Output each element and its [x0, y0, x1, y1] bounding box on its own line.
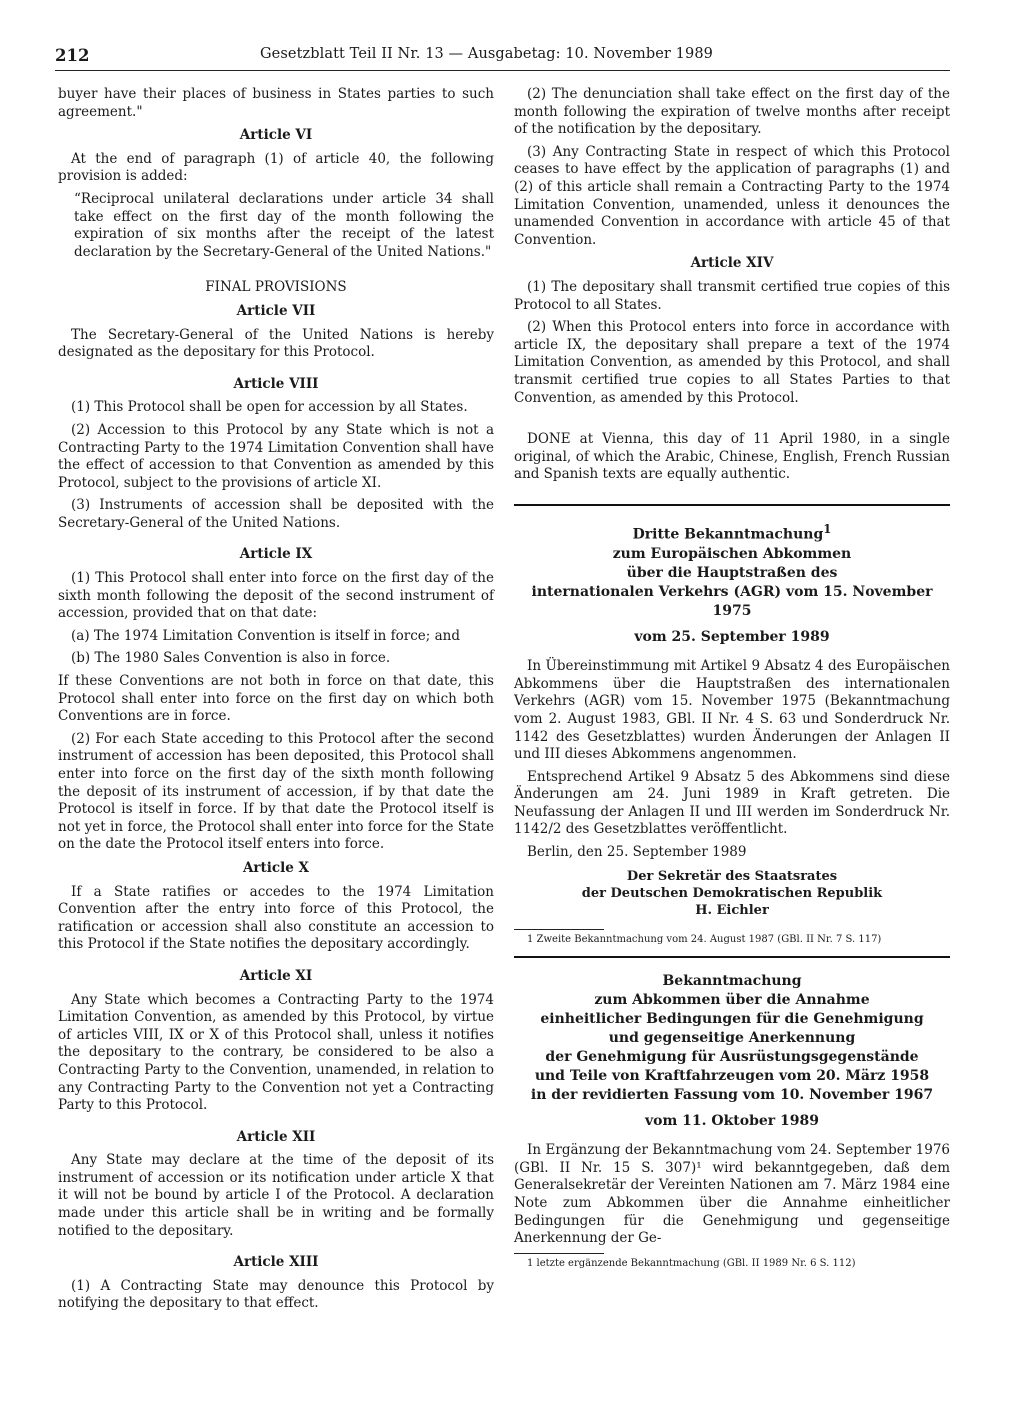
notice2-footnote: 1 letzte ergänzende Bekanntmachung (GBl. II 1989 Nr. 6 S. 112) [527, 1257, 856, 1269]
article-vi-heading: Article VI [239, 127, 313, 144]
article-xiii-heading: Article XIII [233, 1254, 319, 1271]
page-number: 212 [55, 46, 90, 65]
running-head: Gesetzblatt Teil II Nr. 13 — Ausgabetag: 10. November 1989 [260, 46, 713, 62]
final-provisions-heading: FINAL PROVISIONS [205, 279, 347, 296]
section-rule [514, 504, 950, 506]
notice2-title-line6: und Teile von Kraftfahrzeugen vom 20. März 1958 [534, 1067, 930, 1084]
article-xii-p1: Any State may declare at the time of the deposit of its instrument of accession or its notification under article X that it will not be bound by article I of the Protocol. A declaration made under this article shall be in writing and be formally notified to the depositary. [58, 1152, 494, 1239]
article-viii-p1: (1) This Protocol shall be open for accession by all States. [71, 399, 468, 416]
article-xiv-p1: (1) The depositary shall transmit certified true copies of this Protocol to all States. [514, 278, 950, 313]
notice2-title-line3: einheitlicher Bedingungen für die Genehmigung [540, 1010, 924, 1027]
article-vii-p1: The Secretary-General of the United Nations is hereby designated as the depositary for this Protocol. [58, 326, 494, 361]
article-x-p1: If a State ratifies or accedes to the 1974 Limitation Convention after the entry into force of this Protocol, the ratification or accession shall also constitute an accession to this Protocol if the State notifies the depositary accordingly. [58, 883, 494, 953]
article-vi-p1: At the end of paragraph (1) of article 40, the following provision is added: [58, 150, 494, 185]
signatory-name: H. Eichler [695, 902, 769, 918]
notice1-footnote-marker: 1 [823, 521, 832, 536]
notice1-p1: In Übereinstimmung mit Artikel 9 Absatz 4 des Europäischen Abkommens über die Hauptstraßen des internationalen Verkehrs (AGR) vom 15. November 1975 (Bekanntmachung vom 2. August 1983, GBl. II Nr. 4 S. 63 und Sonderdruck Nr. 1142 des Gesetzblattes) wurden Änderungen der Anlagen II und III dieses Abkommens angenommen. [514, 658, 950, 763]
footnote-rule [514, 1253, 604, 1254]
notice1-title-line3: über die Hauptstraßen des [626, 564, 838, 581]
notice1-footnote: 1 Zweite Bekanntmachung vom 24. August 1987 (GBl. II Nr. 7 S. 117) [527, 933, 882, 945]
right-column [514, 86, 950, 1275]
notice2-p1: In Ergänzung der Bekanntmachung vom 24. September 1976 (GBl. II Nr. 15 S. 307)¹ wird bekanntgegeben, daß dem Generalsekretär der Vereinten Nationen am 7. März 1984 eine Note zum Abkommen über die Annahme einheitlicher Bedingungen für die Genehmigung und gegenseitige Anerkennung der Ge- [514, 1142, 950, 1247]
intro-paragraph: buyer have their places of business in States parties to such agreement." [58, 86, 494, 120]
notice1-place-date: Berlin, den 25. September 1989 [527, 844, 747, 861]
notice2-title-line5: der Genehmigung für Ausrüstungsgegenstände [545, 1048, 919, 1065]
header-rule [55, 70, 950, 71]
article-ix-pb: (b) The 1980 Sales Convention is also in force. [71, 650, 391, 667]
article-ix-p-if: If these Conventions are not both in force on that date, this Protocol shall enter into force on the first day on which both Conventions are in force. [58, 673, 494, 725]
article-viii-p2: (2) Accession to this Protocol by any State which is not a Contracting Party to the 1974 Limitation Convention shall have the effect of accession to that Convention as amended by this Protocol, subject to the provisions of article XI. [58, 421, 494, 491]
article-xiii-p1: (1) A Contracting State may denounce this Protocol by notifying the depositary to that effect. [58, 1277, 494, 1312]
article-ix-pa: (a) The 1974 Limitation Convention is itself in force; and [71, 627, 461, 644]
notice1-date: vom 25. September 1989 [634, 628, 830, 645]
done-paragraph: DONE at Vienna, this day of 11 April 1980, in a single original, of which the Arabic, Chinese, English, French Russian and Spanish texts are equally authentic. [514, 431, 950, 483]
article-ix-p2: (2) For each State acceding to this Protocol after the second instrument of accession has been deposited, this Protocol shall enter into force on the first day of the sixth month following the deposit of its instrument of accession, if by that date the Protocol is itself in force. If by that date the Protocol itself is not yet in force, the Protocol shall enter into force for the State on the date the Protocol itself enters into force. [58, 730, 494, 853]
article-xiv-heading: Article XIV [690, 255, 774, 272]
signature-line1: Der Sekretär des Staatsrates [626, 868, 838, 884]
article-xi-heading: Article XI [239, 967, 313, 984]
article-ix-heading: Article IX [239, 546, 313, 563]
article-viii-p3: (3) Instruments of accession shall be deposited with the Secretary-General of the United Nations. [58, 497, 494, 531]
page-header [55, 42, 950, 72]
footnote-rule [514, 929, 604, 930]
left-column [58, 86, 494, 1318]
notice2-title-line1: Bekanntmachung [662, 972, 802, 989]
article-vi-quote: “Reciprocal unilateral declarations under article 34 shall take effect on the first day of the month following the expiration of six months after the receipt of the latest declaration by the Secretary-General of the United Nations." [74, 190, 494, 260]
section-rule [514, 956, 950, 958]
notice1-title-line4: internationalen Verkehrs (AGR) vom 15. November 1975 [531, 583, 933, 619]
notice1-title [514, 520, 950, 621]
notice2-title [514, 972, 950, 1105]
article-xii-heading: Article XII [236, 1128, 316, 1145]
notice1-title-line2: zum Europäischen Abkommen [612, 545, 852, 562]
notice1-signature [514, 868, 950, 919]
notice1-p2: Entsprechend Artikel 9 Absatz 5 des Abkommens sind diese Änderungen am 24. Juni 1989 in Kraft getreten. Die Neufassung der Anlagen II und III werden im Sonderdruck Nr. 1142/2 des Gesetzblattes veröffentlicht. [514, 768, 950, 838]
notice2-title-line4: und gegenseitige Anerkennung [608, 1029, 856, 1046]
article-viii-heading: Article VIII [233, 375, 319, 392]
notice2-title-line2: zum Abkommen über die Annahme [594, 991, 870, 1008]
article-ix-p1: (1) This Protocol shall enter into force on the first day of the sixth month following the deposit of the second instrument of accession, provided that on that date: [58, 570, 494, 622]
notice2-title-line7: in der revidierten Fassung vom 10. November 1967 [530, 1086, 934, 1103]
article-xiv-p2: (2) When this Protocol enters into force in accordance with article IX, the depositary shall prepare a text of the 1974 Limitation Convention, as amended by this Protocol, and shall transmit certified true copies to all States Parties to that Convention, as amended by this Protocol. [514, 319, 950, 406]
article-xi-p1: Any State which becomes a Contracting Party to the 1974 Limitation Convention, as amended by this Protocol, by virtue of articles VIII, IX or X of this Protocol shall, unless it notifies the depositary to the contrary, be considered to be also a Contracting Party to the Convention, unamended, in relation to any Contracting Party to the Convention not yet a Contracting Party to this Protocol. [58, 991, 494, 1114]
notice1-title-line1: Dritte Bekanntmachung [632, 526, 824, 543]
notice2-date: vom 11. Oktober 1989 [644, 1112, 819, 1129]
article-x-heading: Article X [242, 859, 310, 876]
signature-line2: der Deutschen Demokratischen Republik [581, 885, 883, 901]
article-xiii-p3: (3) Any Contracting State in respect of which this Protocol ceases to have effect by the application of paragraphs (1) and (2) of this article shall remain a Contracting Party to the 1974 Limitation Convention, unamended, unless it denounces the unamended Convention in accordance with article 45 of that Convention. [514, 143, 950, 248]
article-vii-heading: Article VII [236, 302, 316, 319]
article-xiii-p2: (2) The denunciation shall take effect on the first day of the month following the expiration of twelve months after receipt of the notification by the depositary. [514, 86, 950, 138]
